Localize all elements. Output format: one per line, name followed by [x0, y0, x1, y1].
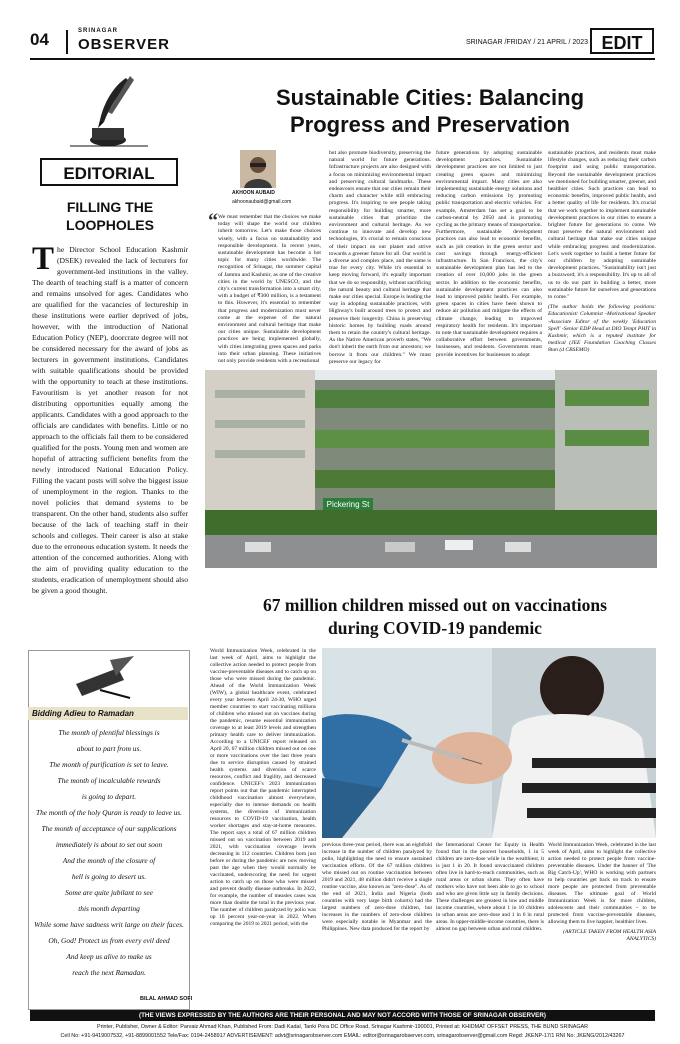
section-tag: EDIT	[590, 28, 654, 54]
poem-illustration	[70, 654, 140, 704]
second-headline-line-2: during COVID-19 pandemic	[328, 618, 542, 638]
city-photo	[205, 370, 657, 568]
headline-line-1: Sustainable Cities: Balancing	[275, 85, 585, 110]
poem-line: And the month of the closure of	[62, 856, 156, 865]
poem-line: And keep us alive to make us	[66, 952, 152, 961]
author-email: akhoonaubaid@gmail.com	[232, 199, 292, 205]
poem-line: The month of the holy Quran is ready to leave us.	[35, 808, 183, 817]
poem-title: Bidding Adieu to Ramadan	[28, 707, 188, 720]
poem-line: reach the next Ramadan.	[72, 968, 146, 977]
second-column-2: previous three-year period, there was an eightfold increase in the number of children paralyzed by polio, highlighting the need to ensure sustained vaccination efforts. Of the 67 million children who missed out on routine vaccination between 2019 and 2021, 48 million didn't receive a single routine vaccine, also known as "zero-dose". As of the end of 2021, India and Nigeria (both countries with very large birth cohorts) had the largest numbers of zero-dose children, but increases in the numbers of zero-dose children were especially notable in Myanmar and the Philippines. New data produced for the report by	[322, 842, 432, 932]
masthead-divider	[66, 30, 68, 54]
page-number: 04	[30, 30, 49, 49]
poem-line: about to part from us.	[76, 744, 142, 753]
poem-line: this month departing	[78, 904, 140, 913]
second-column-3: the International Center for Equity in Health found that in the poorest households, 1 in 5 children are zero-dose while in the wealthiest, it is just 1 in 20. It found unvaccinated children often live in hard-to-reach communities, such as rural areas or urban slums. They often have mothers who have not been able to go to school and who are given little say in family decisions. These challenges are greatest in low and middle income countries, where about 1 in 10 children in urban areas are zero-dose and 1 in 6 in rural areas. In upper-middle-income countries, there is almost no gap between urban and rural children.	[436, 842, 544, 932]
second-column-4	[548, 842, 656, 1000]
disclaimer-bar: (THE VIEWS EXPRESSED BY THE AUTHORS ARE THEIR PERSONAL AND MAY NOT ACCORD WITH THOSE OF SRINAGAR OBSERVER)	[30, 1010, 655, 1021]
editorial-headline: FILLING THE LOOPHOLES	[66, 199, 154, 233]
editorial-body	[32, 244, 188, 604]
svg-text:Pickering St: Pickering St	[326, 500, 370, 509]
article-column-4	[548, 150, 656, 366]
editorial-text: he Director School Education Kashmir (DSEK) revealed the lack of lecturers for government-led institutions in the valley. The dearth of teaching staff is a matter of concern and remains unsolved for ages. Candidates who are qualified for the vacancies of lectureship in these institutions were earlier deprived of jobs, however, with the introduction of National Education Policy (NEP), doorcrate degree will not be considered necessary for the award of jobs as lecturers in government institutions. Candidates with suitable qualifications should be provided with the opportunity to teach at these institutions. Favouritism is yet another reason for not distributing opportunities equally among the applicants. Candidates with a good approach to the officials are candidates with benefits. Little or no approach to the officials fail them to be considered qualified for the posts. Young men and women are hopeful of attracting sufficient benefits from the newly introduced National Education Policy. Filling the vacant posts will solve the biggest issue of unemployment in the region. Thanks to the novel policies that demand systems to be transparent. On the other hand, students also suffer because of the lack of teaching staff in their schools and colleges. Their career is also at stake due to the erroneous education system. It needs the attention of the concerned authorities. Along with the aim of providing quality education to the students, eradication of unemployment should also be given a good thought.	[32, 245, 188, 595]
article-column-2: but also promote biodiversity, preserving the natural world for future generations. Infrastructure projects are also designed with a focus on minimizing environmental impact and preserving cultural landmarks. These endeavours ensure that our cities remain their charm and character while still embracing progress. It's inspiring to see people taking responsibility for building smarter, more sustainable cities that prioritize the environment and cultural heritage. As we continue to innovate and develop new technologies, it's crucial to remain conscious of their impact on our planet and strive towards a greener future for all. Our world is a diverse and complex place, and the same is true for every city. While it's essential to keep moving forward, it's equally important that we do so responsibly, without sacrificing the natural beauty and cultural heritage that make our cities special. Europe is leading the way in adopting sustainable practices, with Highway's built around trees to protect and preserve their longevity. China is preserving historic homes by building roads around them to retain the country's cultural heritage. As the Native American proverb states, "We don't inherit the earth from our ancestors; we borrow it from our children." We must preserve our legacy for	[329, 150, 431, 365]
poem-line: Some are quite jubilant to see	[65, 888, 153, 897]
avatar-icon	[240, 150, 276, 188]
second-column-4-text: World Immunization Week, celebrated in the last week of April, aims to highlight the collective action needed to protect people from vaccine-preventable diseases. Under the banner of 'The Big Catch-Up', WHO is working with partners to help countries get back on track to ensure more people are protected from preventable diseases. The ultimate goal of World Immunization Week is for more children, adolescents and their communities – to be protected from vaccine-preventable diseases, allowing them to live happier, healthier lives.	[548, 842, 656, 925]
poem-line: The month of incalculable rewards	[57, 776, 161, 785]
article-headline	[200, 84, 660, 138]
drop-cap: T	[32, 244, 55, 277]
editorial-label: EDITORIAL	[40, 158, 178, 186]
poem-byline: BILAL AHMAD SOFI	[140, 996, 193, 1002]
poem-lines	[34, 725, 184, 981]
poem-line: is going to depart.	[81, 792, 137, 801]
second-headline-line-1: 67 million children missed out on vaccinations	[263, 595, 607, 615]
city-buildings-image	[205, 370, 657, 568]
poem-line: The month of acceptance of our supplications	[41, 824, 177, 833]
editorial-logo	[30, 72, 188, 152]
imprint-line-1: Printer, Publisher, Owner & Editor: Parvaiz Ahmad Khan, Published From: Dadi Kadal, Tanki Pora DC Office Road, Srinagar Kashmir-190001, Printed at: KHIDMAT OFFSET PRESS, THE BUND SRINAGAR	[96, 1024, 589, 1030]
quill-ink-icon	[30, 72, 188, 152]
author-name: AKHOON AUBAID	[232, 190, 275, 196]
poem-line: hell is going to desert us.	[71, 872, 147, 881]
poem-line: Oh, God! Protect us from every evil deed	[48, 936, 170, 945]
dateline: SRINAGAR /FRIDAY / 21 APRIL / 2023	[465, 39, 588, 46]
headline-line-2: Progress and Preservation	[289, 112, 570, 137]
second-column-1: World Immunization Week, celebrated in the last week of April, aims to highlight the collective action needed to protect people from vaccine-preventable diseases and to catch up on those who were missed during the pandemic. Ahead of the World Immunization Week (WIW), a global healthcare event, celebrated every year between April 24-30, WHO urged member countries to start vaccinating millions of children who missed out on vaccines during the pandemic, resume essential immunization coverage to at least 2019 levels and strengthen primary health care to deliver immunization. According to a UNICEF report released on April 20, 67 million children missed out on one or more vaccinations over the last three years due to service disruption caused by strained health systems and diversion of scarce resources, conflict and fragility, and decreased confidence. UNICEF's 2023 immunization report points out that the pandemic interrupted childhood vaccination almost everywhere, especially due to intense demands on health systems, the diversion of immunization resources to COVID-19 vaccination, health worker shortages and stay-at-home measures. The report says a total of 67 million children missed out on vaccination between 2019 and 2021, with vaccination coverage levels decreasing in 112 countries. Children born just before or during the pandemic are now moving past the age when they would normally be vaccinated, underscoring the need for urgent action to catch up on those who were missed and prevent deadly disease outbreaks. In 2022, for example, the number of measles cases was more than double the total in the previous year. The number of children paralyzed by polio was up 16 percent year-on-year in 2022. When comparing the 2019 to 2021 period, with the	[210, 648, 316, 927]
article-column-3: future generations by adopting sustainable development practices. Sustainable development practices are not limited to just creating green spaces and minimizing environmental impact. Many cities are also implementing sustainable energy solutions and reducing carbon emissions by promoting public transportation and electric vehicles. For example, Amsterdam has set a goal to be carbon-neutral by 2050 and is promoting cycling as the primary means of transportation. Furthermore, sustainable development practices can also lead to economic benefits, such as job creation in the green sector and cost savings through energy-efficient infrastructure. In San Francisco, the city's sustainable development plan has led to the creation of over 10,000 jobs in the green sector. In addition to the economic benefits, sustainable development practices can also lead to improved public health. For example, green spaces in cities have been shown to reduce air pollution and mitigate the effects of climate change, leading to improved respiratory health for residents. It's important to note that sustainable development requires a collaborative effort between governments, businesses, and residents. Governments must provide incentives for businesses to adopt	[436, 150, 542, 358]
scroll-quill-icon	[70, 654, 140, 704]
masthead-title: OBSERVER	[78, 36, 170, 53]
masthead-rule	[30, 58, 655, 60]
author-note: (The author holds the following positions: Educationist/ Columnist -Motivational Speaker -Associate Editor of the weekly 'Education Spell' -Senior EDP Head at DIO Tempt PHIT in Kashmir, which is a reputed institute for medical (JEE Foundation Coaching Classes 8tan (d CBSEMO)	[548, 304, 656, 354]
poem-line: immediately is about to set out soon	[55, 840, 163, 849]
vaccination-photo	[322, 648, 656, 838]
second-headline	[210, 594, 660, 640]
article-column-1: We must remember that the choices we make today will shape the world our children inherit tomorrow. Let's make those choices wisely, with a focus on sustainability and responsible development. In recent years, sustainable development has become a hot topic for many cities worldwide. The recognition of Srinagar, the summer capital of Jammu and Kashmir, as one of the creative cities in the world by UNESCO, and the city's current transformation into a smart city, with a budget of ₹300 million, is a testament to this. However, it's essential to remember that progress and modernization must never come at the expense of the natural environment and cultural heritage that make our cities unique. Sustainable development practices are being implemented globally, with cities integrating green spaces and parks into their urban planning. These initiatives not only provide residents with a recreational	[218, 214, 321, 365]
article-column-4-text: sustainable practices, and residents must make lifestyle changes, such as reducing their carbon footprint and using public transportation. Beyond the sustainable development practices we mentioned for building smarter, greener, and healthier cities. Such practices can lead to economic benefits, improved public health, and a better quality of life for residents. It's crucial that we work together to implement sustainable development practices in our cities to ensure a brighter future for generations to come. We must preserve the natural environment and cultural heritage that make our cities unique while embracing progress and modernization. Let's work together to build a better future for our children by adopting sustainable development practices. "Sustainability isn't just a buzzword; it's a responsibility. It's up to all of us to do our part in building a better, more sustainable future for ourselves and generations to come."	[548, 150, 656, 301]
quote-icon: “	[208, 210, 218, 232]
source-note: (ARTICLE TAKEN FROM HEALTH ASIA ANALYTICS)	[563, 929, 656, 942]
poem-line: The month of purification is set to leave.	[49, 760, 169, 769]
masthead-city: SRINAGAR	[78, 28, 119, 34]
child-vaccination-image	[322, 648, 656, 838]
poem-line: The month of plentiful blessings is	[58, 728, 160, 737]
imprint-line-2: Cell No: +91-9419007532, +91-8899001552 Tele/Fax: 0194-2458917 ADVERTISEMENT: advt@srinagarobserver.com EMAIL: editor@srinagarobserver.com, srinagarobserver@gmail.com Regd: JKENP-17/1 RNI No: JKENG/2012/43267	[60, 1033, 625, 1039]
author-photo	[240, 150, 276, 188]
poem-line: While some have sadness writ large on their faces.	[34, 920, 184, 929]
